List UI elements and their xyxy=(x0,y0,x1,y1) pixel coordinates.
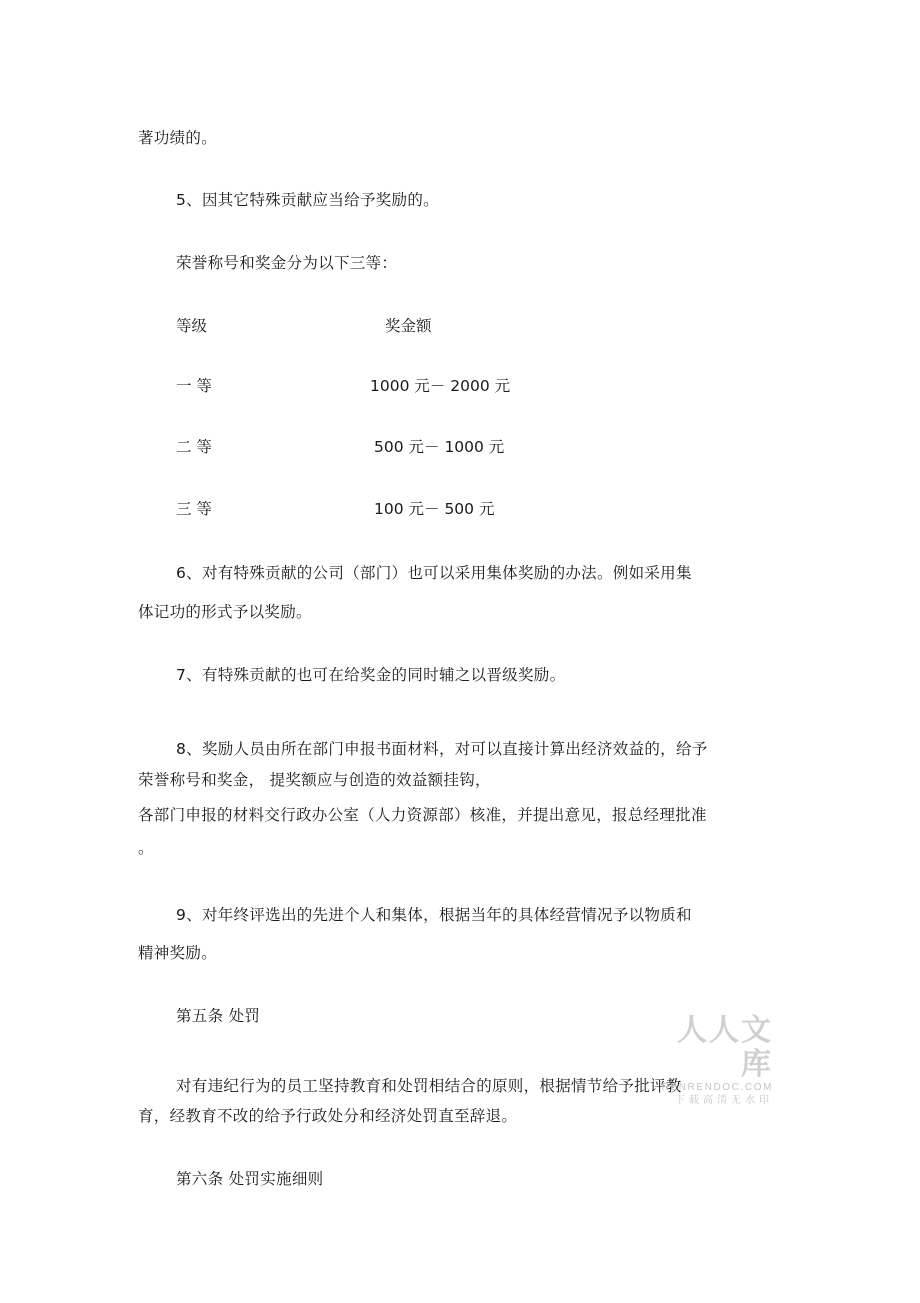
paragraph-line: 精神奖励。 xyxy=(138,944,218,962)
paragraph-line: 7、有特殊贡献的也可在给奖金的同时辅之以晋级奖励。 xyxy=(176,666,566,684)
paragraph-line: 育，经教育不改的给予行政处分和经济处罚直至辞退。 xyxy=(138,1107,518,1125)
table-header-amount: 奖金额 xyxy=(385,317,432,335)
paragraph-line: 8、奖励人员由所在部门申报书面材料，对可以直接计算出经济效益的，给予 xyxy=(176,740,708,758)
paragraph-line: 5、因其它特殊贡献应当给予奖励的。 xyxy=(176,191,439,209)
table-cell-grade: 二 等 xyxy=(176,438,212,456)
table-cell-amount: 1000 元－ 2000 元 xyxy=(370,377,511,395)
watermark-domain: RENRENDOC.COM xyxy=(661,1082,773,1093)
table-cell-grade: 三 等 xyxy=(176,500,212,518)
paragraph-line: 6、对有特殊贡献的公司（部门）也可以采用集体奖励的办法。例如采用集 xyxy=(176,564,692,582)
section-heading: 第五条 处罚 xyxy=(176,1007,261,1025)
paragraph-line: 9、对年终评选出的先进个人和集体，根据当年的具体经营情况予以物质和 xyxy=(176,906,692,924)
watermark-subtitle: 下载高清无水印 xyxy=(675,1095,773,1106)
paragraph-line: 著功绩的。 xyxy=(138,129,218,147)
watermark xyxy=(648,1014,773,1107)
watermark-title: 人人文库 xyxy=(677,1013,773,1082)
section-heading: 第六条 处罚实施细则 xyxy=(176,1170,324,1188)
paragraph-line: 荣誉称号和奖金分为以下三等： xyxy=(176,254,398,272)
paragraph-line: 。 xyxy=(138,839,154,857)
paragraph-line: 对有违纪行为的员工坚持教育和处罚相结合的原则，根据情节给予批评教 xyxy=(176,1077,682,1095)
table-cell-grade: 一 等 xyxy=(176,377,212,395)
paragraph-line: 荣誉称号和奖金， 提奖额应与创造的效益额挂钩， xyxy=(138,771,491,789)
table-cell-amount: 500 元－ 1000 元 xyxy=(374,438,505,456)
paragraph-line: 体记功的形式予以奖励。 xyxy=(138,603,312,621)
paragraph-line: 各部门申报的材料交行政办公室（人力资源部）核准，并提出意见，报总经理批准 xyxy=(138,806,707,824)
table-header-grade: 等级 xyxy=(176,317,208,335)
table-cell-amount: 100 元－ 500 元 xyxy=(374,500,495,518)
